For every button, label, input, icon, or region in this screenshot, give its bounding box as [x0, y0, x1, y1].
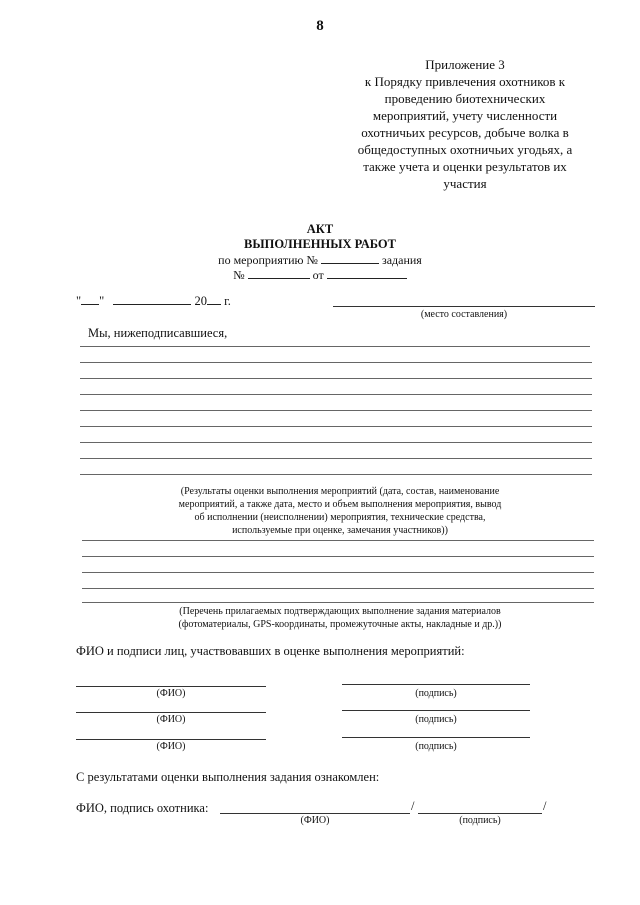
sign-caption: (подпись) [415, 741, 457, 752]
results-caption [150, 485, 530, 537]
appendix-line: к Порядку привлечения охотников к [364, 74, 566, 89]
appendix-line: проведению биотехнических [384, 91, 546, 106]
hunter-fio-line[interactable] [220, 813, 410, 814]
act-title: АКТ [306, 222, 334, 236]
appendix-line: общедоступных охотничьих угодьях, а [357, 142, 573, 157]
caption-line: (Перечень прилагаемых подтверждающих выполнение задания материалов [179, 606, 501, 617]
fio-caption: (ФИО) [156, 741, 186, 752]
event-suffix: задания [381, 253, 422, 267]
hunter-separator: / [411, 799, 415, 813]
fio-line[interactable] [76, 712, 266, 713]
fio-caption: (ФИО) [156, 714, 186, 725]
result-line[interactable] [80, 394, 592, 395]
appendix-line: мероприятий, учету численности [372, 108, 558, 123]
materials-line[interactable] [82, 602, 594, 603]
quote-open: " [76, 294, 82, 308]
task-number-blank[interactable] [248, 268, 310, 279]
place-caption: (место составления) [420, 309, 508, 320]
sign-line[interactable] [342, 737, 530, 738]
day-blank[interactable] [81, 294, 99, 305]
materials-line[interactable] [82, 540, 594, 541]
year-suffix: г. [224, 294, 231, 308]
result-line[interactable] [80, 410, 592, 411]
sign-caption: (подпись) [415, 714, 457, 725]
month-blank[interactable] [113, 294, 191, 305]
quote-close: " [99, 294, 105, 308]
sign-caption: (подпись) [415, 688, 457, 699]
materials-line[interactable] [82, 556, 594, 557]
year-blank[interactable] [207, 294, 221, 305]
date-prefix: от [312, 268, 324, 282]
place-line[interactable] [333, 306, 595, 307]
event-number-blank[interactable] [321, 253, 379, 264]
result-line[interactable] [80, 378, 592, 379]
event-prefix: по мероприятию № [218, 253, 318, 267]
participants-heading: ФИО и подписи лиц, участвовавших в оценке выполнения мероприятий: [76, 644, 465, 658]
fio-caption: (ФИО) [156, 688, 186, 699]
task-number-line [0, 268, 640, 283]
date-line [76, 294, 231, 309]
intro-text: Мы, нижеподписавшиеся, [88, 326, 228, 340]
caption-line: используемые при оценке, замечания участников)) [232, 525, 448, 536]
result-line[interactable] [80, 426, 592, 427]
appendix-line: охотничьих ресурсов, добыче волка в [361, 125, 569, 140]
caption-line: об исполнении (неисполнении) мероприятия, технические средства, [194, 512, 486, 523]
result-line[interactable] [80, 442, 592, 443]
appendix-line: Приложение 3 [425, 57, 505, 72]
sign-line[interactable] [342, 710, 530, 711]
acknowledged-text: С результатами оценки выполнения задания ознакомлен: [76, 770, 380, 784]
hunter-fio-caption: (ФИО) [300, 815, 330, 826]
hunter-sign-caption: (подпись) [459, 815, 501, 826]
appendix-line: также учета и оценки результатов их [363, 159, 567, 174]
sign-line[interactable] [342, 684, 530, 685]
year-prefix: 20 [194, 294, 207, 308]
fio-line[interactable] [76, 686, 266, 687]
hunter-separator: / [543, 799, 547, 813]
result-line[interactable] [80, 362, 592, 363]
result-line[interactable] [80, 346, 590, 347]
appendix-header [330, 56, 600, 192]
materials-caption [130, 605, 550, 631]
fio-line[interactable] [76, 739, 266, 740]
materials-line[interactable] [82, 572, 594, 573]
caption-line: мероприятий, а также дата, место и объем выполнения мероприятия, вывод [178, 499, 502, 510]
caption-line: (Результаты оценки выполнения мероприятий (дата, состав, наименование [180, 486, 500, 497]
task-date-blank[interactable] [327, 268, 407, 279]
page-number: 8 [316, 18, 324, 34]
result-line[interactable] [80, 458, 592, 459]
appendix-line: участия [443, 176, 487, 191]
result-line[interactable] [80, 474, 592, 475]
number-prefix: № [233, 268, 245, 282]
materials-line[interactable] [82, 588, 594, 589]
caption-line: (фотоматериалы, GPS-координаты, промежуточные акты, накладные и др.)) [178, 619, 502, 630]
hunter-sign-line[interactable] [418, 813, 542, 814]
act-subtitle: ВЫПОЛНЕННЫХ РАБОТ [244, 237, 396, 251]
hunter-label: ФИО, подпись охотника: [76, 801, 209, 815]
event-number-line [0, 253, 640, 268]
